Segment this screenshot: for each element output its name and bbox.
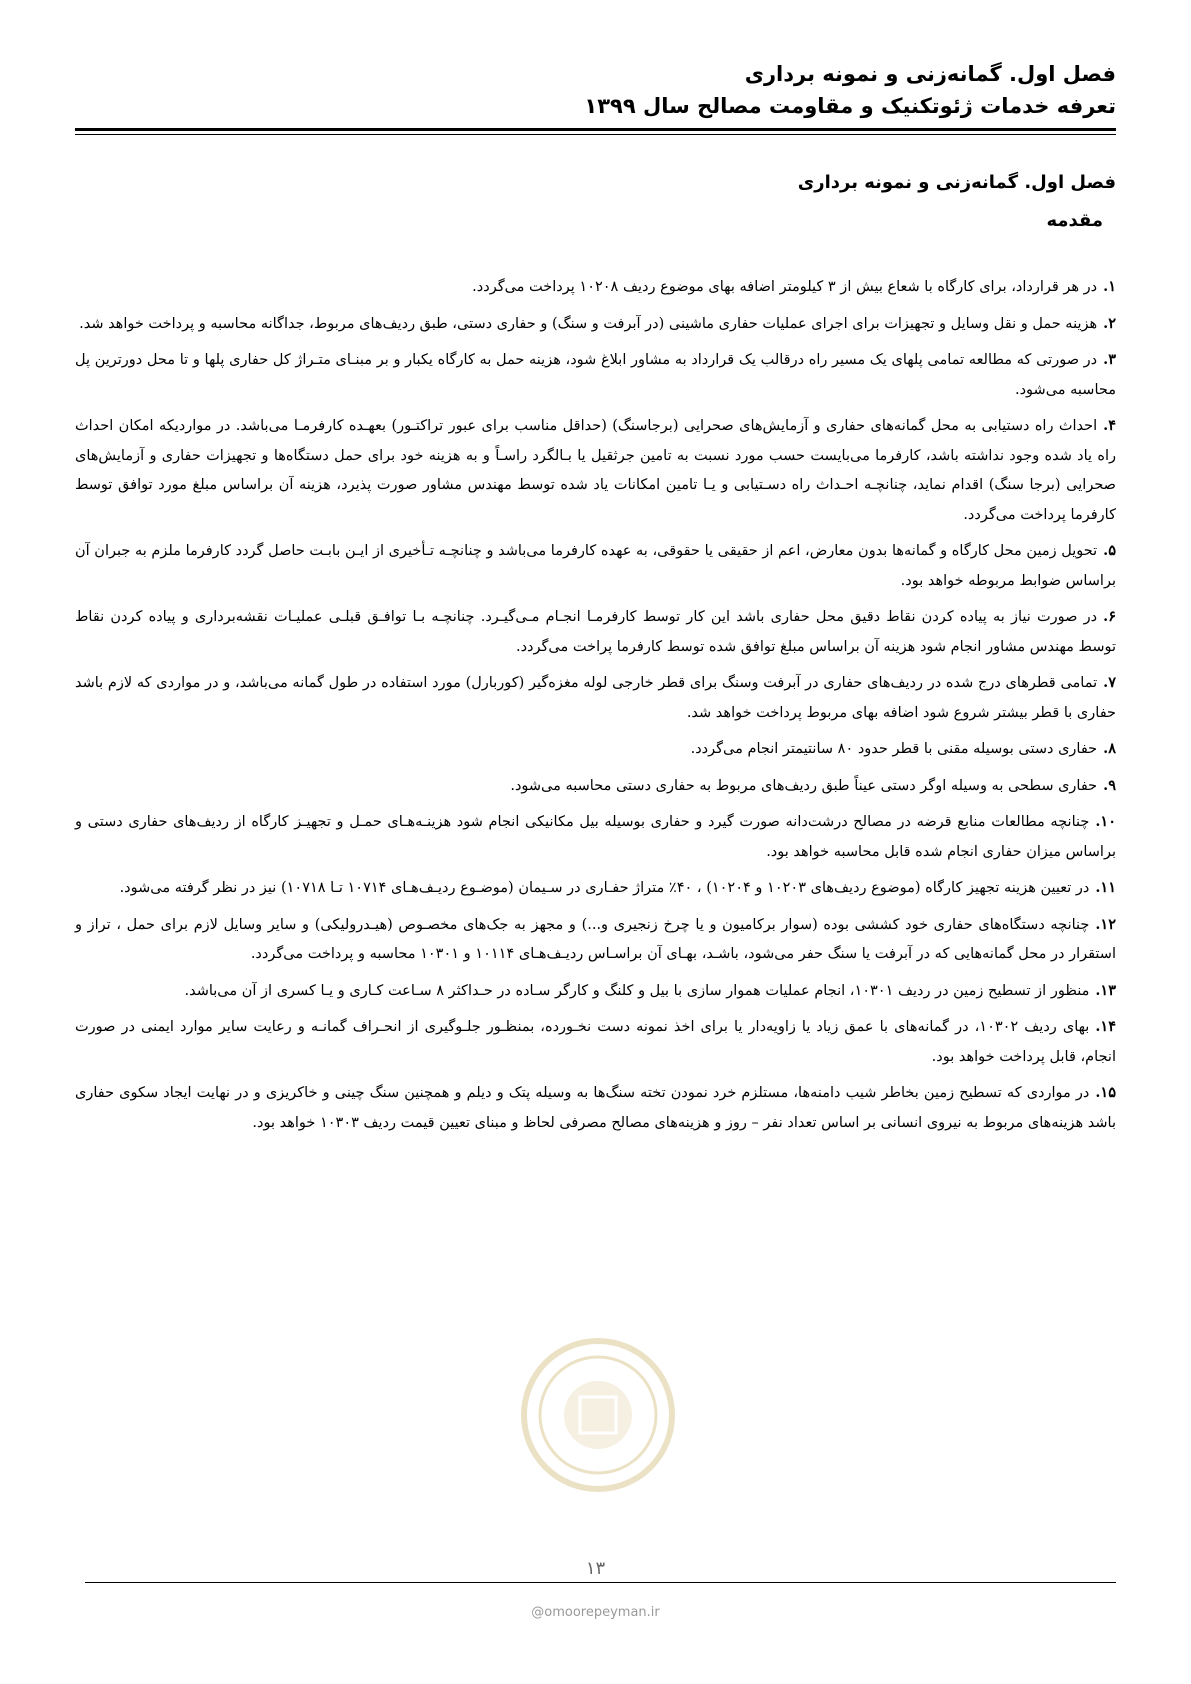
paragraph xyxy=(75,734,1116,765)
paragraph-number: ۲. xyxy=(1103,314,1116,332)
paragraph-number: ۱۲. xyxy=(1095,915,1116,933)
paragraph-text: حفاری سطحی به وسیله اوگر دستی عیناً طبق ردیف‌های مربوط به حفاری دستی محاسبه می‌شود. xyxy=(510,777,1098,794)
paragraph-text: تحویل زمین محل کارگاه و گمانه‌ها بدون معارض، اعم از حقیقی یا حقوقی، به عهده کارفرما می‌باشد و چنانچـه تـأخیری از ایـن بابـت حاصل گردد کارفرما ملزم به جبران آن براساس ضوابط مربوطه خواهد بود. xyxy=(75,543,1116,589)
paragraph-number: ۳. xyxy=(1103,351,1116,368)
paragraph-number: ۱۵. xyxy=(1095,1084,1116,1101)
paragraph-text: در صورتی که مطالعه تمامی پلهای یک مسیر راه درقالب یک قرارداد به مشاور ابلاغ شود، هزینه حمل به کارگاه یکبار و بر مبنـای متـراژ کل حفاری پلها و تا محل دورترین پل محاسبه می‌شود. xyxy=(75,352,1116,398)
footer-rule xyxy=(85,1582,1116,1583)
watermark-text: @omoorepeyman.ir xyxy=(531,1605,660,1620)
paragraph-number: ۹. xyxy=(1103,776,1116,794)
header-chapter-title: فصل اول. گمانه‌زنی و نمونه برداری xyxy=(744,62,1116,86)
paragraph-number: ۱۱. xyxy=(1095,879,1116,896)
paragraph xyxy=(75,536,1116,596)
paragraph xyxy=(75,807,1116,867)
paragraph-text: احداث راه دستیابی به محل گمانه‌های حفاری و آزمایش‌های صحرایی (برجاسنگ) (حداقل مناسب برای عبور تراکتـور) بعهـده کارفرمـا می‌باشد. در مواردیکه امکان احداث راه یاد شده وجود نداشته باشد، کارفرما می‌بایست حسب مورد نسبت به تامین جرثقیل یا بـالگرد راسـاً و به هزینه خود برای حمل دستگاه‌ها و تجهیزات حفاری و آزمایش‌های صحرایی (برجا سنگ) اقدام نماید، چنانچـه احـداث راه دسـتیابی و یـا تامین امکانات یاد شده توسط مهندس مشاور صورت پذیرد، هزینه آن براساس مبلغ مورد توافق توسط کارفرما پرداخت می‌گردد. xyxy=(75,418,1116,523)
paragraph-number: ۸. xyxy=(1103,740,1116,757)
paragraph-number: ۴. xyxy=(1103,417,1116,434)
paragraph-number: ۱. xyxy=(1103,278,1116,295)
paragraph-text: منظور از تسطیح زمین در ردیف ۱۰۳۰۱، انجام عملیات هموار سازی با بیل و کلنگ و کارگر سـاده در حـداکثر ۸ سـاعت کـاری و یـا کسری از آن می‌باشد. xyxy=(184,982,1090,999)
paragraph-number: ۱۴. xyxy=(1095,1018,1116,1035)
paragraph xyxy=(75,873,1116,904)
section-subtitle: مقدمه xyxy=(1046,210,1103,231)
paragraph-number: ۵. xyxy=(1103,542,1116,559)
paragraph-text: چنانچه دستگاه‌های حفاری خود کششی بوده (سوار برکامیون و یا چرخ زنجیری و...) و مجهز به جک‌های مخصـوص (هیـدرولیکی) و سایر وسایل لازم برای حمل ، تراز و استقرار در محل گمانه‌هایی که در آبرفت یا سنگ حفر می‌شود، باشـد، بهـای آن براسـاس ردیـف‌هـای ۱۰۱۱۴ و ۱۰۳۰۱ محاسبه و پرداخت می‌گردد. xyxy=(75,916,1116,962)
paragraph xyxy=(75,668,1116,728)
paragraph-text: در تعیین هزینه تجهیز کارگاه (موضوع ردیف‌های ۱۰۲۰۳ و ۱۰۲۰۴) ، ۴۰٪ متراژ حفـاری در سـیمان (موضـوع ردیـف‌هـای ۱۰۷۱۴ تـا ۱۰۷۱۸) نیز در نظر گرفته می‌شود. xyxy=(119,880,1090,896)
paragraph xyxy=(75,272,1116,303)
paragraph-text: چنانچه مطالعات منابع قرضه در مصالح درشت‌دانه صورت گیرد و حفاری بوسیله بیل مکانیکی انجام شود هزینـه‌هـای حمـل و تجهیـز کارگاه از ردیف‌های حفاری دستی و براساس میزان حفاری انجام شده قابل محاسبه خواهد بود. xyxy=(75,814,1116,860)
header-document-title: تعرفه خدمات ژئوتکنیک و مقاومت مصالح سال ۱۳۹۹ xyxy=(584,94,1116,118)
paragraph xyxy=(75,771,1116,802)
paragraph-text: تمامی قطرهای درج شده در ردیف‌های حفاری در آبرفت وسنگ برای قطر خارجی لوله مغزه‌گیر (کوربارل) مورد استفاده در طول گمانه می‌باشد، و در مواردی که لازم باشد حفاری با قطر بیشتر شروع شود اضافه بهای مربوط پرداخت خواهد شد. xyxy=(75,675,1116,721)
paragraph xyxy=(75,1012,1116,1072)
paragraph xyxy=(75,910,1116,970)
paragraph xyxy=(75,602,1116,662)
running-header xyxy=(76,58,1116,122)
paragraph xyxy=(75,976,1116,1007)
paragraph xyxy=(75,309,1116,340)
paragraph xyxy=(75,1078,1116,1138)
paragraph-text: در مواردی که تسطیح زمین بخاطر شیب دامنه‌ها، مستلزم خرد نمودن تخته سنگ‌ها به وسیله پتک و دیلم و همچنین سنگ چینی و خاکریزی و در نهایت ایجاد سکوی حفاری باشد هزینه‌های مربوط به نیروی انسانی بر اساس تعداد نفر – روز و هزینه‌های مصالح مصرفی لحاظ و مبنای تعیین قیمت ردیف ۱۰۳۰۳ خواهد بود. xyxy=(75,1085,1116,1131)
section-title: فصل اول. گمانه‌زنی و نمونه برداری xyxy=(797,172,1116,193)
paragraph-text: حفاری دستی بوسیله مقنی با قطر حدود ۸۰ سانتیمتر انجام می‌گردد. xyxy=(690,741,1098,757)
body-text xyxy=(75,272,1116,1144)
paragraph-number: ۱۰. xyxy=(1095,813,1116,830)
paragraph-text: در صورت نیاز به پیاده کردن نقاط دقیق محل حفاری باشد این کار توسط کارفرمـا انجـام مـی‌گیـرد. چنانچـه بـا توافـق قبلـی عملیـات نقشه‌برداری و پیاده کردن نقاط توسط مهندس مشاور انجام شود هزینه آن براساس مبلغ توافق شده توسط کارفرما پراخت می‌گردد. xyxy=(75,609,1116,655)
watermark-seal-icon xyxy=(518,1335,678,1495)
paragraph-number: ۶. xyxy=(1103,608,1116,625)
paragraph-text: بهای ردیف ۱۰۳۰۲، در گمانه‌های با عمق زیاد یا زاویه‌دار یا برای اخذ نمونه دست نخـورده، بمنظـور جلـوگیری از انحـراف گمانـه و رعایت سایر موارد ایمنی در صورت انجام، قابل پرداخت خواهد بود. xyxy=(75,1019,1116,1065)
header-rule-thin xyxy=(75,134,1116,135)
paragraph-number: ۱۳. xyxy=(1095,981,1116,999)
paragraph xyxy=(75,411,1116,530)
paragraph-text: هزینه حمل و نقل وسایل و تجهیزات برای اجرای عملیات حفاری ماشینی (در آبرفت و سنگ) و حفاری دستی، طبق ردیف‌های مربوط، جداگانه محاسبه و پرداخت خواهد شد. xyxy=(79,315,1098,332)
page-number: ۱۳ xyxy=(585,1558,606,1579)
paragraph-text: در هر قرارداد، برای کارگاه با شعاع بیش از ۳ کیلومتر اضافه بهای موضوع ردیف ۱۰۲۰۸ پرداخت می‌گردد. xyxy=(472,279,1098,295)
paragraph xyxy=(75,345,1116,405)
header-rule-thick xyxy=(75,128,1116,131)
paragraph-number: ۷. xyxy=(1103,674,1116,691)
